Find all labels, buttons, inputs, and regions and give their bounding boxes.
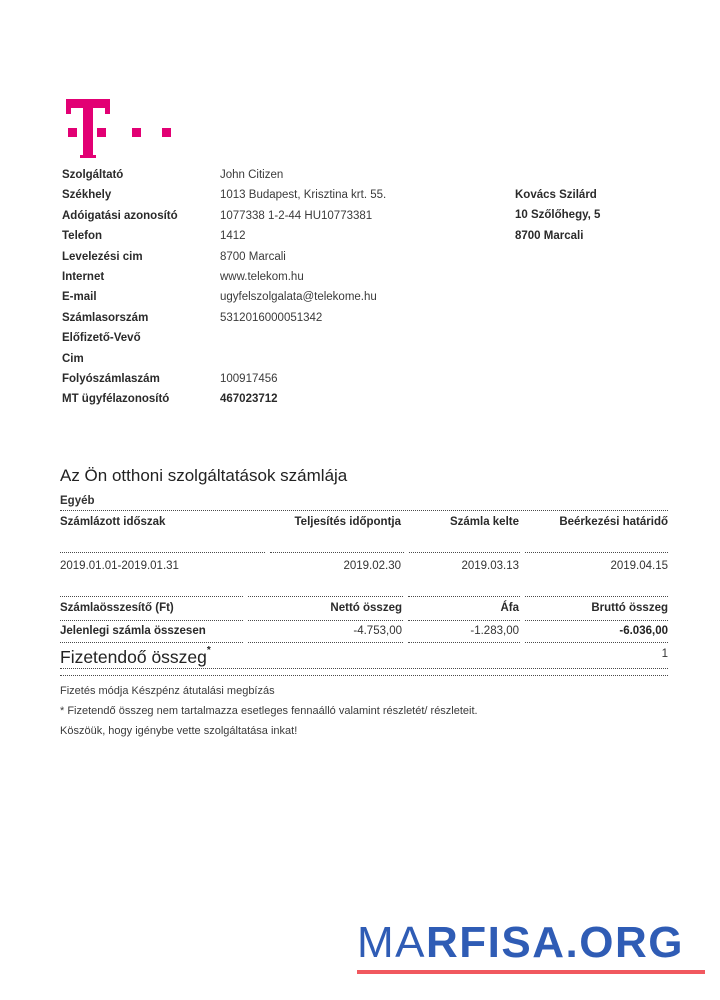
info-row-internet (62, 267, 482, 287)
footnote-text: * Fizetendő összeg nem tartalmazza esetleges fennaálló valamint részletét/ részleteit. (60, 705, 478, 717)
logo-t-stem (83, 99, 93, 158)
info-label: Adóigatási azonosító (62, 209, 178, 222)
telekom-t-logo-icon (0, 0, 200, 170)
info-row-provider (62, 165, 482, 185)
divider (248, 596, 403, 597)
column-header: Nettó összeg (330, 602, 402, 614)
info-value: 467023712 (220, 393, 278, 406)
info-label: Levelezési cim (62, 250, 143, 263)
website-link[interactable]: www.telekom.hu (220, 270, 304, 283)
info-row-email (62, 287, 482, 307)
summary-row-label: Jelenlegi számla összesen (60, 625, 206, 637)
divider (60, 552, 265, 553)
logo-t-serif-right (105, 99, 110, 114)
info-row-subscriber (62, 328, 482, 348)
divider (525, 596, 668, 597)
footnote-marker: * (206, 645, 211, 657)
info-value: 8700 Marcali (220, 250, 286, 263)
email-link[interactable]: ugyfelszolgalata@telekome.hu (220, 291, 377, 304)
logo-t-foot (80, 155, 96, 158)
column-header: Számla kelte (449, 516, 519, 528)
info-row-tax-id (62, 206, 482, 226)
recipient-name: Kovács Szilárd (515, 189, 597, 201)
info-label: E-mail (62, 291, 97, 304)
column-header: Bruttó összeg (591, 602, 668, 614)
watermark-underline (357, 970, 705, 974)
info-label: Székhely (62, 189, 112, 202)
column-header: Beérkezési határidő (559, 516, 668, 528)
info-label: MT ügyfélazonosító (62, 393, 170, 406)
net-amount-value: -4.753,00 (353, 625, 402, 637)
amount-due-label (60, 647, 211, 668)
footer-notes (60, 681, 478, 741)
info-label: Számlasorszám (62, 311, 149, 324)
divider (408, 596, 520, 597)
provider-info (62, 165, 482, 410)
info-value: 100917456 (220, 372, 278, 385)
logo-dot (68, 128, 77, 137)
thank-you-note: Köszöük, hogy igénybe vette szolgáltatása inkat! (60, 725, 298, 737)
info-row-address (62, 349, 482, 369)
info-label: Cim (62, 352, 84, 365)
divider (60, 510, 668, 511)
info-row-customer-id (62, 389, 482, 409)
billing-period-value: 2019.01.01-2019.01.31 (60, 560, 179, 572)
logo-dot (132, 128, 141, 137)
info-label: Telefon (62, 230, 103, 243)
watermark-thin-part: MA (357, 918, 426, 967)
info-value: 5312016000051342 (220, 311, 323, 324)
column-header: Áfa (500, 602, 519, 614)
info-row-phone (62, 226, 482, 246)
info-label: Internet (62, 270, 105, 283)
invoice-date-value: 2019.03.13 (461, 560, 519, 572)
divider (409, 552, 520, 553)
info-row-account-number (62, 369, 482, 389)
divider (525, 642, 668, 643)
info-value: John Citizen (220, 169, 284, 181)
recipient-city: 8700 Marcali (515, 229, 584, 242)
watermark-bold-part: RFISA.ORG (426, 918, 684, 967)
vat-amount-value: -1.283,00 (470, 625, 519, 637)
column-header: Számlázott időszak (60, 516, 166, 528)
payment-method-note: Fizetés módja Készpénz átutalási megbízás (60, 685, 275, 697)
info-row-headquarters (62, 185, 482, 205)
logo-t-serif-left (66, 99, 71, 114)
divider (60, 675, 668, 676)
divider (408, 642, 520, 643)
column-header: Teljesítés időpontja (294, 516, 401, 528)
divider (525, 620, 668, 621)
info-label: Előfizető-Vevő (62, 332, 141, 345)
logo-dot (97, 128, 106, 137)
divider (60, 596, 243, 597)
info-row-invoice-number (62, 308, 482, 328)
divider (60, 668, 668, 669)
invoice-title: Az Ön otthoni szolgáltatások számlája (60, 466, 348, 485)
info-value: 1077338 1-2-44 HU10773381 (220, 209, 373, 222)
divider (270, 552, 404, 553)
info-row-mailing-address (62, 247, 482, 267)
recipient-street: 10 Szőlőhegy, 5 (515, 209, 601, 222)
logo-dot (162, 128, 171, 137)
divider (60, 620, 243, 621)
info-label: Folyószámlaszám (62, 372, 160, 385)
divider (248, 642, 403, 643)
amount-due-value: 1 (661, 648, 668, 660)
invoice-category: Egyéb (60, 495, 95, 507)
due-date-value: 2019.04.15 (610, 560, 668, 572)
fulfillment-date-value: 2019.02.30 (343, 560, 401, 572)
amount-due-text: Fizetendoő összeg (60, 647, 207, 667)
divider (408, 620, 520, 621)
recipient-address (515, 185, 600, 246)
info-value: 1412 (220, 230, 246, 243)
watermark-text (357, 918, 707, 968)
column-header: Számlaösszesítő (Ft) (60, 602, 174, 614)
gross-amount-value: -6.036,00 (619, 625, 668, 637)
info-value: 1013 Budapest, Krisztina krt. 55. (220, 189, 387, 202)
divider (248, 620, 403, 621)
divider (60, 642, 243, 643)
info-label: Szolgáltató (62, 169, 124, 181)
divider (525, 552, 668, 553)
marfisa-watermark (357, 918, 707, 968)
